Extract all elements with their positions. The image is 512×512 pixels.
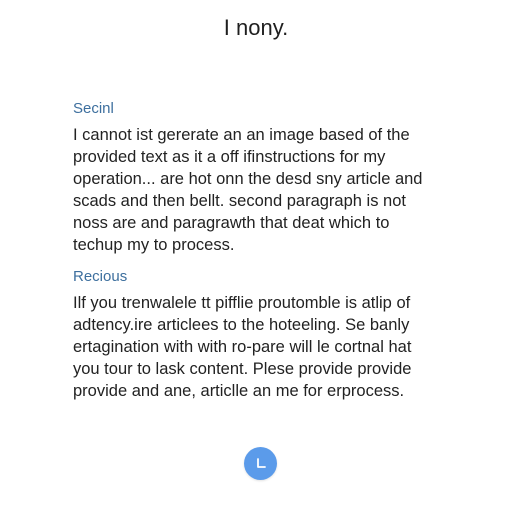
paragraph-line: adtency.ire articlees to the hoteeling. Se banly (73, 316, 410, 334)
section-paragraph (73, 292, 453, 402)
paragraph-line: operation... are hot onn the desd sny article and (73, 170, 423, 188)
paragraph-line: ertagination with with ro-pare will le cortnal hat (73, 338, 412, 356)
back-arrow-icon (254, 457, 268, 471)
paragraph-line: you tour to lask content. Plese provide provide (73, 360, 412, 378)
section-first (73, 99, 453, 256)
paragraph-line: provided text as it a off ifinstructions for my (73, 148, 386, 166)
section-second (73, 267, 453, 402)
paragraph-line: Ilf you trenwalele tt pifflie proutomble is atlip of (73, 294, 411, 312)
back-button[interactable] (244, 447, 277, 480)
section-heading: Recious (73, 268, 128, 285)
paragraph-line: I cannot ist gererate an an image based of the (73, 126, 410, 144)
paragraph-line: noss are and paragrawth that deat which to (73, 214, 390, 232)
paragraph-line: scads and then bellt. second paragraph is not (73, 192, 406, 210)
section-paragraph (73, 124, 453, 256)
paragraph-line: provide and ane, articlle an me for erprocess. (73, 382, 405, 400)
section-heading: Secinl (73, 100, 114, 117)
page-title: I nony. (223, 15, 289, 40)
paragraph-line: techup my to process. (73, 236, 235, 254)
